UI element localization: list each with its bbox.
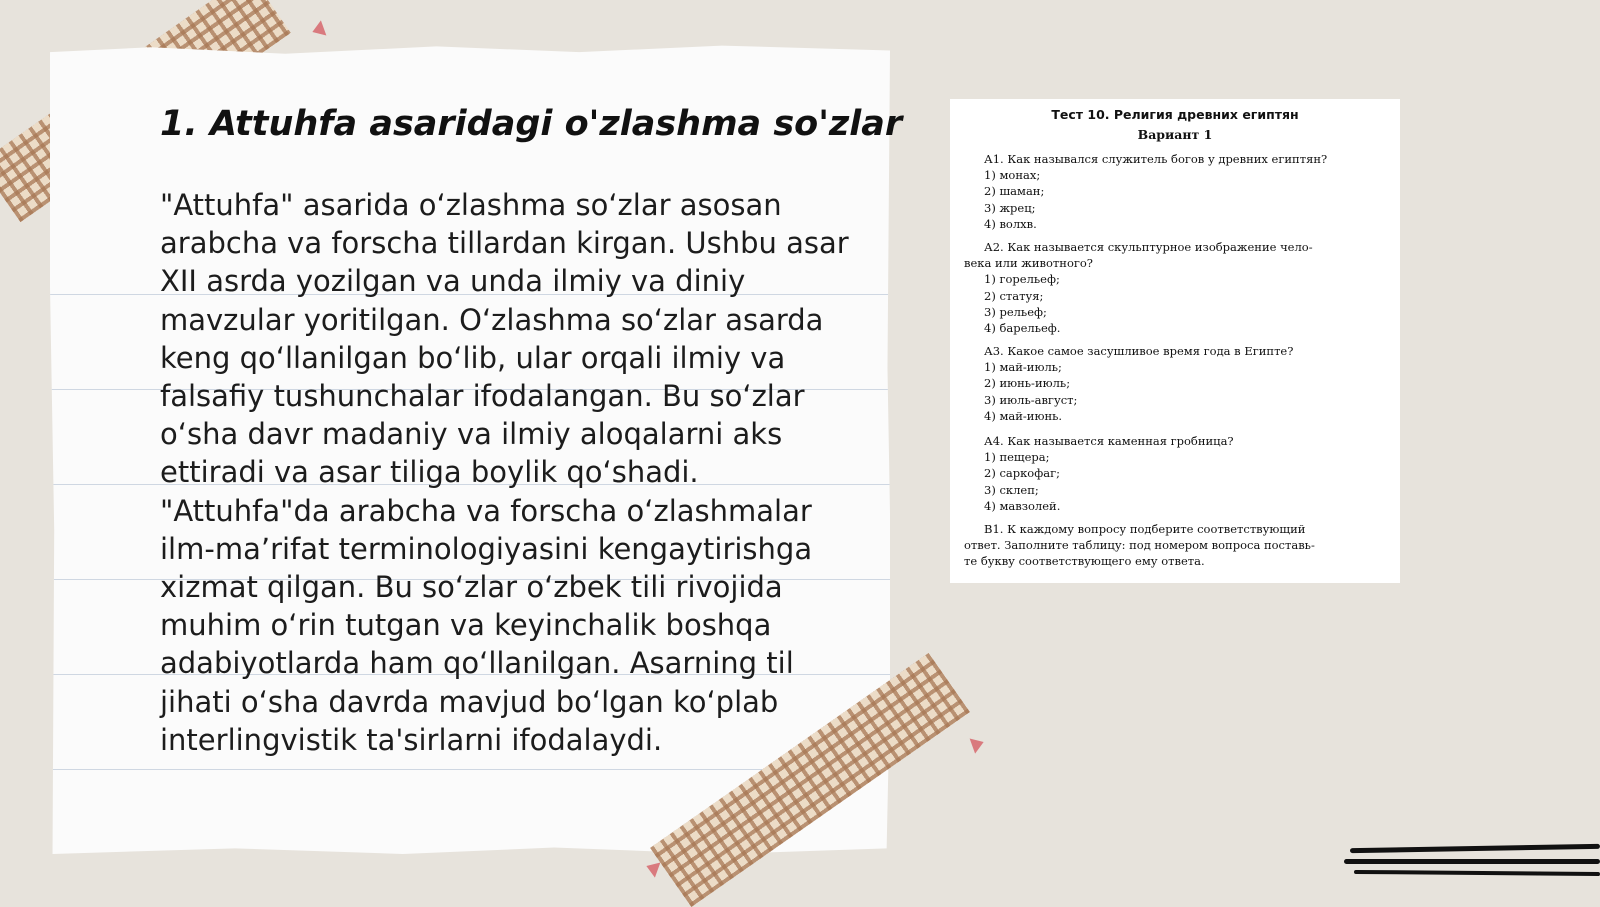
question-a4 — [984, 433, 1386, 514]
question-a3 — [984, 343, 1386, 424]
answer-option: 2) шаман; — [984, 184, 1045, 199]
tape-pin-decoration — [310, 20, 327, 39]
question-text: века или животного? — [964, 256, 1093, 271]
answer-option: 2) саркофаг; — [984, 466, 1060, 481]
question-text: А3. Какое самое засушливое время года в Египте? — [984, 344, 1294, 358]
test-variant: Вариант 1 — [1137, 127, 1213, 142]
question-b1 — [964, 521, 1386, 570]
answer-option: 4) май-июнь. — [984, 408, 1063, 423]
question-text: А2. Как называется скульптурное изображение чело- — [984, 240, 1313, 254]
answer-option: 3) рельеф; — [984, 304, 1047, 319]
tape-pin-decoration — [970, 734, 987, 753]
question-text: В1. К каждому вопросу подберите соответствующий — [984, 522, 1306, 536]
question-text: те букву соответствующего ему ответа. — [964, 554, 1205, 569]
tape-pin-decoration — [644, 858, 661, 877]
scanned-test-image — [950, 99, 1400, 583]
answer-option: 1) май-июль; — [984, 360, 1062, 375]
answer-option: 1) горельеф; — [984, 272, 1060, 287]
answer-option: 1) монах; — [984, 168, 1041, 183]
answer-option: 2) статуя; — [984, 288, 1044, 303]
question-a1 — [984, 151, 1386, 232]
answer-option: 2) июнь-июль; — [984, 376, 1071, 391]
slide-title: 1. Attuhfa asaridagi o'zlashma so'zlar — [160, 104, 903, 144]
answer-option: 4) барельеф. — [984, 321, 1061, 336]
slide-body-text: "Attuhfa" asarida o‘zlashma so‘zlar asosan arabcha va forscha tillardan kirgan. Ushbu asar XII asrda yozilgan va unda ilmiy va diniy mavzular yoritilgan. O‘zlashma so‘zlar asarda keng qo‘llanilgan bo‘lib, ular orqali ilmiy va falsafiy tushunchalar ifodalangan. Bu so‘zlar o‘sha davr madaniy va ilmiy aloqalarni aks ettiradi va asar tiliga boylik qo‘shadi. "Attuhfa"da arabcha va forscha o‘zlashmalar ilm-ma’rifat terminologiyasini kengaytirishga xizmat qilgan. Bu so‘zlar o‘zbek tili rivojida muhim o‘rin tutgan va keyinchalik boshqa adabiyotlarda ham qo‘llanilgan. Asarning til jihati o‘sha davrda mavjud bo‘lgan ko‘plab interlingvistik ta'sirlarni ifodalaydi. — [160, 188, 849, 757]
question-text: ответ. Заполните таблицу: под номером вопроса поставь- — [964, 538, 1315, 553]
answer-option: 3) июль-август; — [984, 392, 1078, 407]
question-text: А1. Как назывался служитель богов у древних египтян? — [984, 152, 1328, 166]
question-a2 — [964, 239, 1386, 336]
question-text: А4. Как называется каменная гробница? — [984, 434, 1234, 448]
answer-option: 3) склеп; — [984, 482, 1039, 497]
answer-option: 4) мавзолей. — [984, 498, 1061, 513]
answer-option: 4) волхв. — [984, 216, 1037, 231]
answer-option: 3) жрец; — [984, 200, 1036, 215]
answer-option: 1) пещера; — [984, 450, 1050, 465]
test-heading: Тест 10. Религия древних египтян — [1051, 107, 1299, 122]
